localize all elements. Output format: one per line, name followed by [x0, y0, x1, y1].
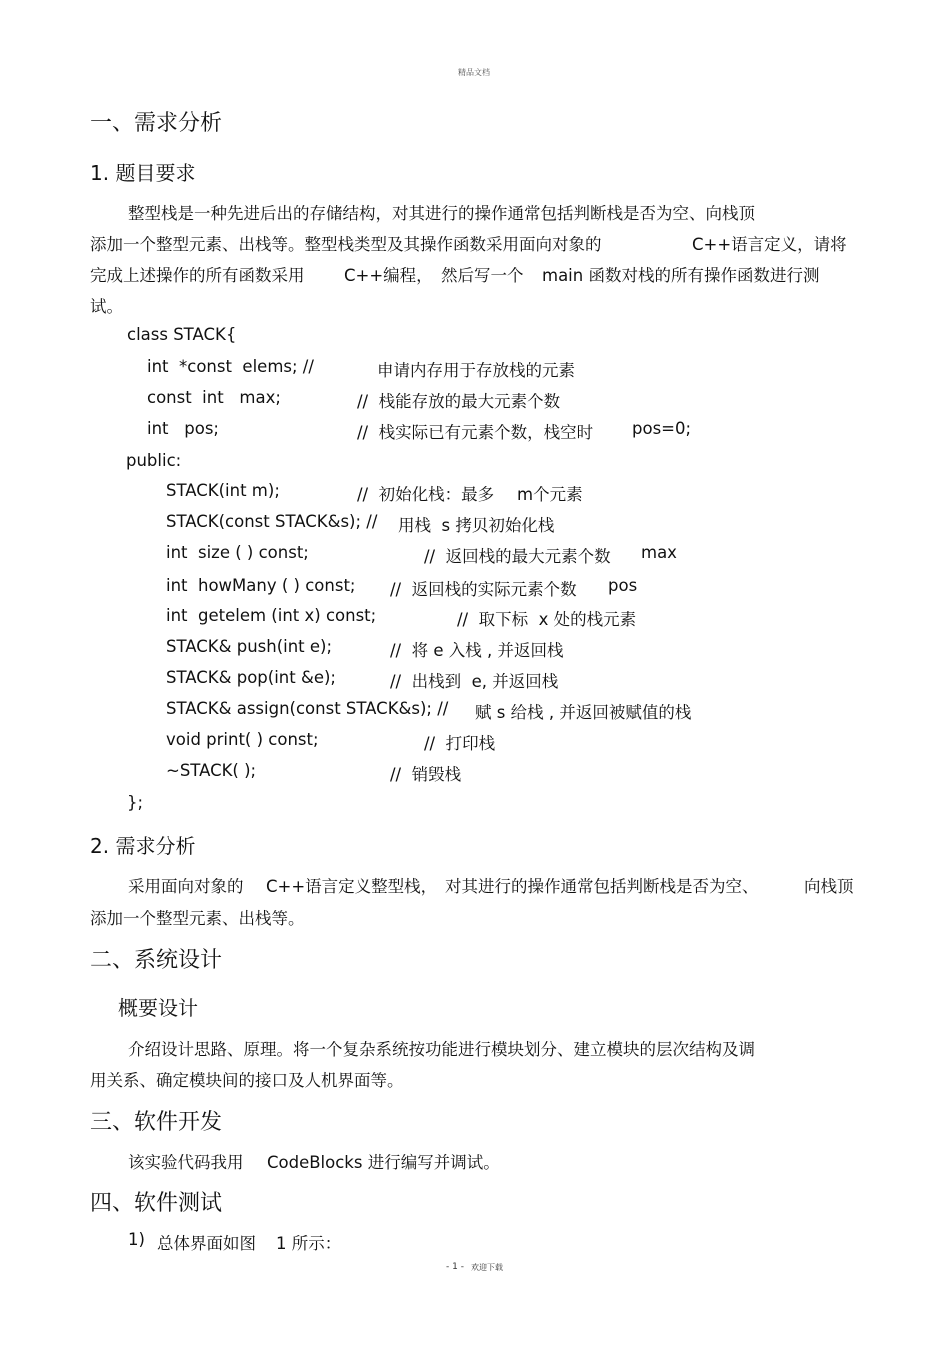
code-line: int pos;	[147, 419, 219, 438]
paragraph-line: main 函数对栈的所有操作函数进行测	[542, 266, 820, 285]
paragraph-line: 完成上述操作的所有函数采用	[90, 266, 305, 285]
code-line: STACK& assign(const STACK&s); //	[166, 699, 449, 718]
code-comment: // 将 e 入栈 , 并返回栈	[390, 641, 564, 660]
paragraph-line: 整型栈是一种先进后出的存储结构，对其进行的操作通常包括判断栈是否为空、向栈顶	[128, 204, 755, 223]
paragraph-line: C++语言定义整型栈，	[266, 877, 438, 896]
paragraph-line: C++编程，	[344, 266, 433, 285]
section-title-3: 三、软件开发	[90, 1110, 223, 1135]
paragraph-line: CodeBlocks 进行编写并调试。	[267, 1153, 500, 1172]
section-title-1: 一、需求分析	[90, 111, 223, 136]
code-line: void print( ) const;	[166, 730, 319, 749]
code-comment: pos	[608, 576, 638, 595]
code-comment: // 打印栈	[424, 734, 496, 753]
page-number: - 1 -	[446, 1262, 464, 1272]
section-title-2: 二、系统设计	[90, 948, 223, 973]
list-item-text: 总体界面如图	[157, 1234, 256, 1253]
code-comment: // 栈实际已有元素个数，栈空时	[357, 423, 594, 442]
subsection-title-1-1: 1. 题目要求	[90, 161, 196, 185]
page-footer: 欢迎下载	[471, 1263, 503, 1272]
list-item-text: 1 所示：	[276, 1234, 342, 1253]
code-comment: // 取下标 x 处的栈元素	[457, 610, 637, 629]
code-line: int getelem (int x) const;	[166, 606, 377, 625]
code-line: STACK(const STACK&s); //	[166, 512, 378, 531]
code-line: ~STACK( );	[166, 761, 257, 780]
code-line: public:	[126, 451, 182, 470]
paragraph-line: 用关系、确定模块间的接口及人机界面等。	[90, 1071, 404, 1090]
code-comment: 申请内存用于存放栈的元素	[377, 361, 575, 380]
code-comment: // 销毁栈	[390, 765, 462, 784]
code-line: class STACK{	[127, 325, 237, 344]
code-line: int size ( ) const;	[166, 543, 309, 562]
section-title-4: 四、软件测试	[90, 1191, 223, 1216]
code-comment: // 返回栈的实际元素个数	[390, 580, 577, 599]
paragraph-line: 对其进行的操作通常包括判断栈是否为空、	[445, 877, 759, 896]
code-line: int howMany ( ) const;	[166, 576, 356, 595]
paragraph-line: 然后写一个	[441, 266, 524, 285]
code-comment: max	[641, 543, 677, 562]
code-line: STACK& push(int e);	[166, 637, 333, 656]
code-comment: // 栈能存放的最大元素个数	[357, 392, 561, 411]
paragraph-line: 添加一个整型元素、出栈等。	[90, 909, 305, 928]
page-header: 精品文档	[458, 68, 490, 77]
code-comment: 赋 s 给栈 , 并返回被赋值的栈	[475, 703, 692, 722]
list-item-number: 1)	[128, 1230, 145, 1249]
code-comment: 用栈 s 拷贝初始化栈	[398, 516, 555, 535]
paragraph-line: C++语言定义，请将	[692, 235, 847, 254]
code-line: int *const elems; //	[147, 357, 314, 376]
subsection-title-2-1: 概要设计	[118, 996, 198, 1020]
paragraph-line: 添加一个整型元素、出栈等。整型栈类型及其操作函数采用面向对象的	[90, 235, 602, 254]
subsection-title-1-2: 2. 需求分析	[90, 834, 196, 858]
code-comment: pos=0;	[632, 419, 692, 438]
paragraph-line: 该实验代码我用	[128, 1153, 244, 1172]
code-line: const int max;	[147, 388, 281, 407]
paragraph-line: 试。	[90, 297, 123, 316]
paragraph-line: 采用面向对象的	[128, 877, 244, 896]
code-line: STACK& pop(int &e);	[166, 668, 336, 687]
paragraph-line: 向栈顶	[804, 877, 854, 896]
code-comment: // 初始化栈：最多	[357, 485, 495, 504]
code-line: STACK(int m);	[166, 481, 280, 500]
code-comment: // 出栈到 e, 并返回栈	[390, 672, 559, 691]
code-comment: // 返回栈的最大元素个数	[424, 547, 611, 566]
code-comment: m个元素	[517, 485, 583, 504]
paragraph-line: 介绍设计思路、原理。将一个复杂系统按功能进行模块划分、建立模块的层次结构及调	[128, 1040, 755, 1059]
code-line: };	[127, 793, 144, 812]
